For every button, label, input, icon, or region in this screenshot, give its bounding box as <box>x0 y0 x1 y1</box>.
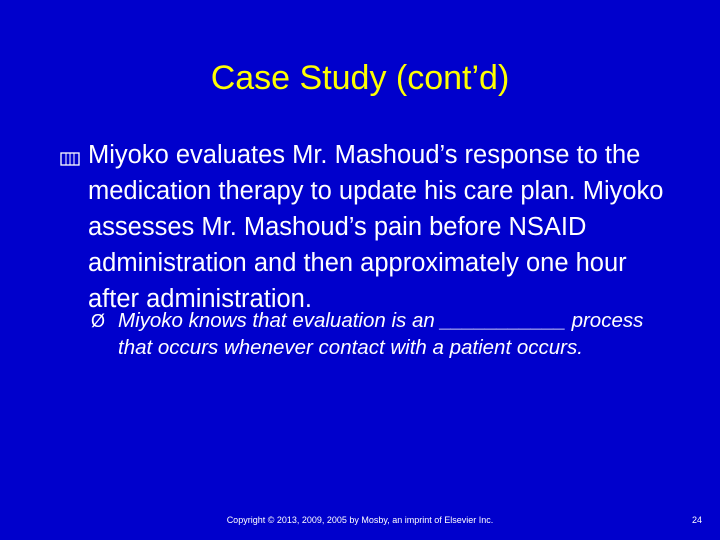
copyright-footer: Copyright © 2013, 2009, 2005 by Mosby, an imprint of Elsevier Inc. <box>226 515 494 525</box>
main-bullet-text: Miyoko evaluates Mr. Mashoud’s response to the medication therapy to update his care plan. Miyoko assesses Mr. Mashoud’s pain before NSAID administration and then approximately one hour after administration. <box>88 141 664 313</box>
slide-title: Case Study (cont’d) <box>210 59 510 97</box>
page-number: 24 <box>691 515 702 525</box>
hollow-rectangle-bullet-icon <box>60 152 80 166</box>
sub-bullet-text: Miyoko knows that evaluation is an ___________ process that occurs whenever contact with a patient occurs. <box>118 309 644 359</box>
arrow-bullet-icon: Ø <box>91 311 106 331</box>
